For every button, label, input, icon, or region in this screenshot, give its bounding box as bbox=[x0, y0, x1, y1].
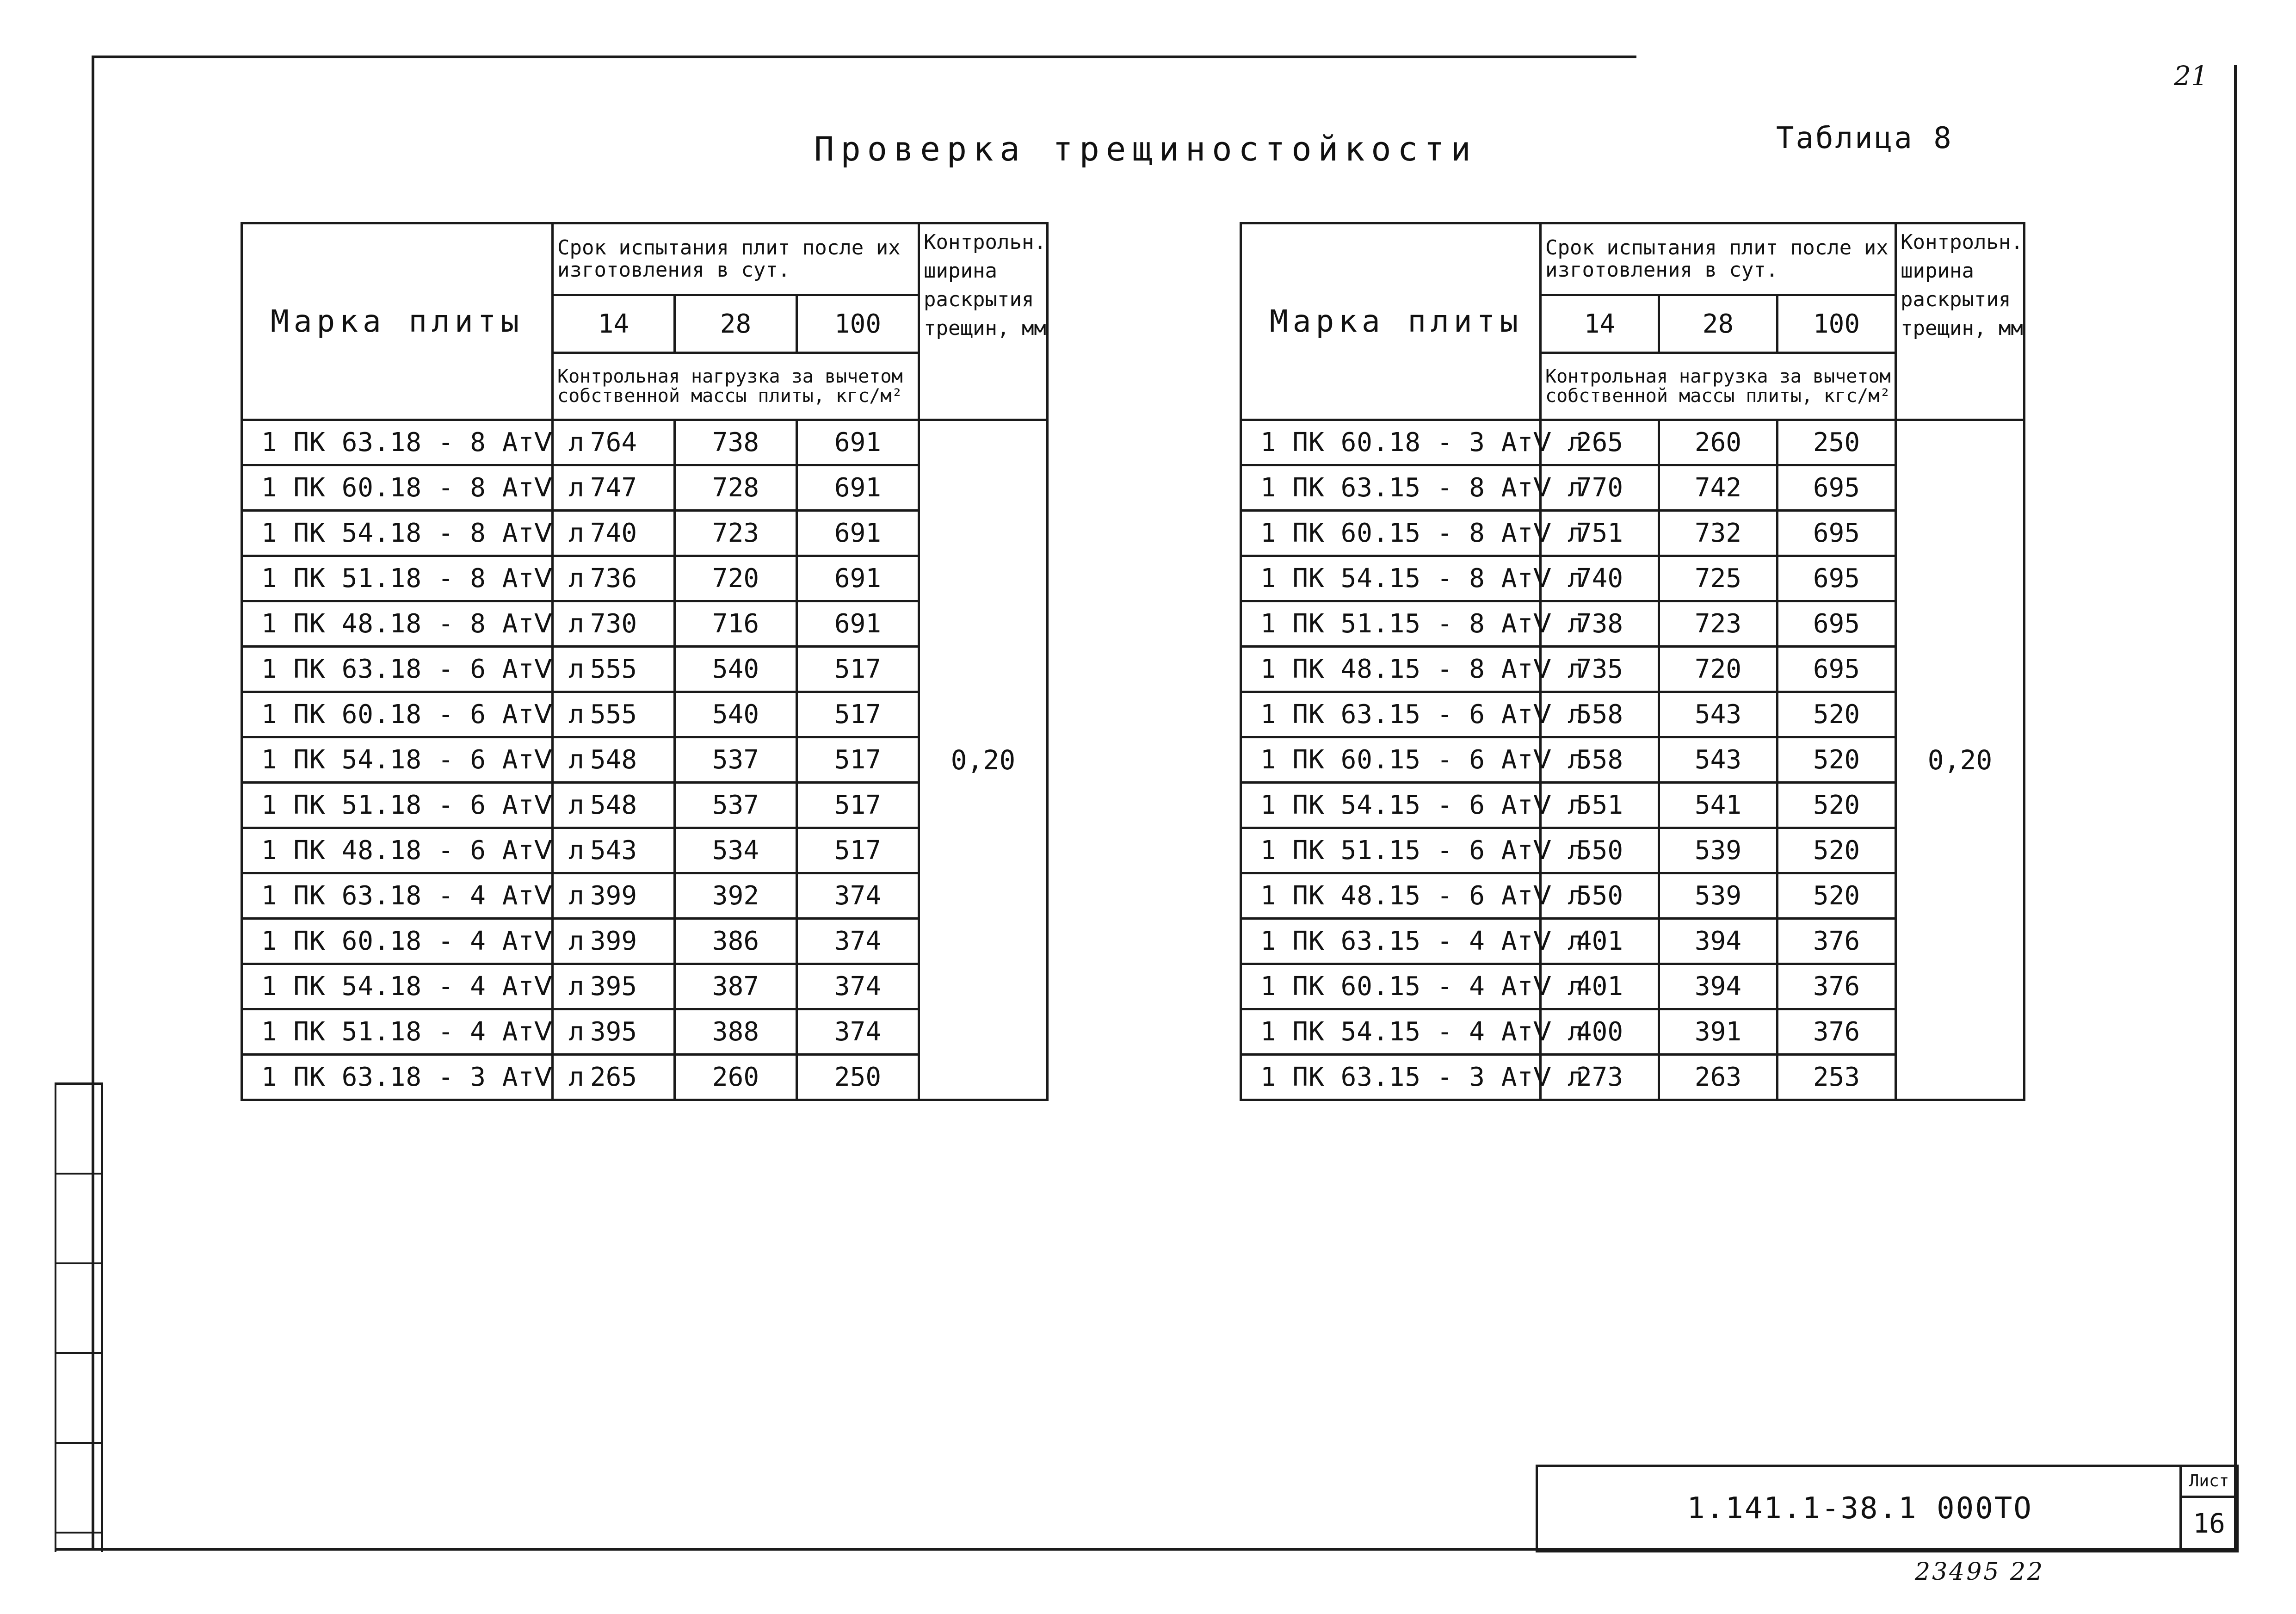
mark-cell: 1 ПК 60.15 - 8 АтⅤ л bbox=[1241, 511, 1541, 556]
value-14-cell: 399 bbox=[553, 873, 675, 919]
value-100-cell: 520 bbox=[1778, 737, 1896, 783]
value-14-cell: 400 bbox=[1541, 1009, 1659, 1055]
value-28-cell: 543 bbox=[1659, 737, 1778, 783]
mark-cell: 1 ПК 54.15 - 8 АтⅤ л bbox=[1241, 556, 1541, 601]
mark-cell: 1 ПК 54.15 - 6 АтⅤ л bbox=[1241, 783, 1541, 828]
value-28-cell: 541 bbox=[1659, 783, 1778, 828]
value-14-cell: 395 bbox=[553, 1009, 675, 1055]
value-14-cell: 401 bbox=[1541, 964, 1659, 1009]
value-100-cell: 691 bbox=[797, 420, 919, 465]
header-mark: Марка плиты bbox=[1241, 223, 1541, 420]
mark-cell: 1 ПК 63.18 - 6 АтⅤ л bbox=[242, 647, 553, 692]
value-100-cell: 517 bbox=[797, 737, 919, 783]
value-28-cell: 263 bbox=[1659, 1055, 1778, 1100]
page-corner-number: 21 bbox=[2174, 60, 2208, 92]
value-100-cell: 520 bbox=[1778, 783, 1896, 828]
value-14-cell: 551 bbox=[1541, 783, 1659, 828]
mark-cell: 1 ПК 54.15 - 4 АтⅤ л bbox=[1241, 1009, 1541, 1055]
value-100-cell: 517 bbox=[797, 647, 919, 692]
value-14-cell: 740 bbox=[553, 511, 675, 556]
header-day: 28 bbox=[675, 295, 797, 353]
header-day: 14 bbox=[1541, 295, 1659, 353]
value-100-cell: 253 bbox=[1778, 1055, 1896, 1100]
header-day: 14 bbox=[553, 295, 675, 353]
value-100-cell: 517 bbox=[797, 828, 919, 873]
value-28-cell: 537 bbox=[675, 783, 797, 828]
mark-cell: 1 ПК 51.18 - 6 АтⅤ л bbox=[242, 783, 553, 828]
mark-cell: 1 ПК 60.15 - 4 АтⅤ л bbox=[1241, 964, 1541, 1009]
value-100-cell: 376 bbox=[1778, 964, 1896, 1009]
value-28-cell: 543 bbox=[1659, 692, 1778, 737]
value-28-cell: 738 bbox=[675, 420, 797, 465]
value-14-cell: 740 bbox=[1541, 556, 1659, 601]
value-100-cell: 695 bbox=[1778, 556, 1896, 601]
value-14-cell: 273 bbox=[1541, 1055, 1659, 1100]
mark-cell: 1 ПК 63.18 - 4 АтⅤ л bbox=[242, 873, 553, 919]
mark-cell: 1 ПК 51.15 - 8 АтⅤ л bbox=[1241, 601, 1541, 647]
frame-right-line bbox=[2234, 65, 2237, 1550]
value-28-cell: 534 bbox=[675, 828, 797, 873]
mark-cell: 1 ПК 60.18 - 8 АтⅤ л bbox=[242, 465, 553, 511]
binding-cell bbox=[56, 1085, 101, 1175]
mark-cell: 1 ПК 48.15 - 6 АтⅤ л bbox=[1241, 873, 1541, 919]
mark-cell: 1 ПК 51.18 - 4 АтⅤ л bbox=[242, 1009, 553, 1055]
value-100-cell: 695 bbox=[1778, 647, 1896, 692]
binding-cell bbox=[56, 1264, 101, 1354]
value-100-cell: 695 bbox=[1778, 465, 1896, 511]
mark-cell: 1 ПК 60.15 - 6 АтⅤ л bbox=[1241, 737, 1541, 783]
sheet-box bbox=[2179, 1465, 2239, 1552]
value-100-cell: 374 bbox=[797, 964, 919, 1009]
header-day: 100 bbox=[1778, 295, 1896, 353]
value-100-cell: 517 bbox=[797, 783, 919, 828]
value-28-cell: 725 bbox=[1659, 556, 1778, 601]
header-test-period: Срок испытания плит после их изготовления в сут. bbox=[553, 223, 919, 295]
value-28-cell: 742 bbox=[1659, 465, 1778, 511]
binding-cell bbox=[56, 1354, 101, 1444]
control-width-value: 0,20 bbox=[1896, 420, 2024, 1100]
table-row bbox=[242, 420, 1048, 465]
value-14-cell: 738 bbox=[1541, 601, 1659, 647]
mark-cell: 1 ПК 63.15 - 6 АтⅤ л bbox=[1241, 692, 1541, 737]
value-28-cell: 391 bbox=[1659, 1009, 1778, 1055]
value-100-cell: 376 bbox=[1778, 1009, 1896, 1055]
value-14-cell: 751 bbox=[1541, 511, 1659, 556]
value-28-cell: 720 bbox=[1659, 647, 1778, 692]
value-28-cell: 732 bbox=[1659, 511, 1778, 556]
value-14-cell: 548 bbox=[553, 737, 675, 783]
value-28-cell: 388 bbox=[675, 1009, 797, 1055]
value-14-cell: 548 bbox=[553, 783, 675, 828]
mark-cell: 1 ПК 63.18 - 8 АтⅤ л bbox=[242, 420, 553, 465]
header-load: Контрольная нагрузка за вычетом собственной массы плиты, кгс/м² bbox=[1541, 353, 1896, 420]
value-28-cell: 728 bbox=[675, 465, 797, 511]
value-100-cell: 520 bbox=[1778, 828, 1896, 873]
value-100-cell: 374 bbox=[797, 873, 919, 919]
mark-cell: 1 ПК 63.15 - 3 АтⅤ л bbox=[1241, 1055, 1541, 1100]
value-28-cell: 386 bbox=[675, 919, 797, 964]
value-28-cell: 260 bbox=[1659, 420, 1778, 465]
value-14-cell: 730 bbox=[553, 601, 675, 647]
value-14-cell: 736 bbox=[553, 556, 675, 601]
value-14-cell: 747 bbox=[553, 465, 675, 511]
mark-cell: 1 ПК 63.18 - 3 АтⅤ л bbox=[242, 1055, 553, 1100]
sheet-number: 16 bbox=[2193, 1508, 2225, 1539]
value-28-cell: 387 bbox=[675, 964, 797, 1009]
value-28-cell: 537 bbox=[675, 737, 797, 783]
value-100-cell: 250 bbox=[797, 1055, 919, 1100]
value-100-cell: 520 bbox=[1778, 692, 1896, 737]
value-100-cell: 374 bbox=[797, 919, 919, 964]
value-14-cell: 401 bbox=[1541, 919, 1659, 964]
value-100-cell: 374 bbox=[797, 1009, 919, 1055]
value-100-cell: 691 bbox=[797, 511, 919, 556]
value-28-cell: 716 bbox=[675, 601, 797, 647]
mark-cell: 1 ПК 60.18 - 3 АтⅤ л bbox=[1241, 420, 1541, 465]
value-28-cell: 539 bbox=[1659, 828, 1778, 873]
value-28-cell: 539 bbox=[1659, 873, 1778, 919]
right-table bbox=[1240, 222, 2025, 1101]
value-28-cell: 540 bbox=[675, 647, 797, 692]
sheet-label: Лист bbox=[2182, 1467, 2236, 1498]
value-100-cell: 695 bbox=[1778, 601, 1896, 647]
value-100-cell: 376 bbox=[1778, 919, 1896, 964]
value-14-cell: 543 bbox=[553, 828, 675, 873]
page-title: Проверка трещиностойкости bbox=[814, 130, 1477, 168]
title-block-doc-code: 1.141.1-38.1 000ТО bbox=[1536, 1465, 2182, 1552]
value-14-cell: 399 bbox=[553, 919, 675, 964]
value-28-cell: 723 bbox=[675, 511, 797, 556]
header-load: Контрольная нагрузка за вычетом собственной массы плиты, кгс/м² bbox=[553, 353, 919, 420]
value-14-cell: 770 bbox=[1541, 465, 1659, 511]
value-100-cell: 691 bbox=[797, 601, 919, 647]
value-14-cell: 395 bbox=[553, 964, 675, 1009]
header-mark: Марка плиты bbox=[242, 223, 553, 420]
mark-cell: 1 ПК 51.18 - 8 АтⅤ л bbox=[242, 556, 553, 601]
value-28-cell: 720 bbox=[675, 556, 797, 601]
mark-cell: 1 ПК 54.18 - 4 АтⅤ л bbox=[242, 964, 553, 1009]
value-14-cell: 555 bbox=[553, 692, 675, 737]
value-28-cell: 260 bbox=[675, 1055, 797, 1100]
header-day: 100 bbox=[797, 295, 919, 353]
frame-top-line bbox=[92, 56, 1636, 58]
value-14-cell: 764 bbox=[553, 420, 675, 465]
value-14-cell: 558 bbox=[1541, 692, 1659, 737]
header-day: 28 bbox=[1659, 295, 1778, 353]
mark-cell: 1 ПК 60.18 - 4 АтⅤ л bbox=[242, 919, 553, 964]
value-100-cell: 250 bbox=[1778, 420, 1896, 465]
value-14-cell: 265 bbox=[1541, 420, 1659, 465]
mark-cell: 1 ПК 63.15 - 4 АтⅤ л bbox=[1241, 919, 1541, 964]
value-28-cell: 394 bbox=[1659, 919, 1778, 964]
value-100-cell: 520 bbox=[1778, 873, 1896, 919]
value-28-cell: 392 bbox=[675, 873, 797, 919]
mark-cell: 1 ПК 54.18 - 6 АтⅤ л bbox=[242, 737, 553, 783]
value-14-cell: 735 bbox=[1541, 647, 1659, 692]
value-14-cell: 550 bbox=[1541, 828, 1659, 873]
value-28-cell: 723 bbox=[1659, 601, 1778, 647]
mark-cell: 1 ПК 54.18 - 8 АтⅤ л bbox=[242, 511, 553, 556]
value-28-cell: 540 bbox=[675, 692, 797, 737]
value-28-cell: 394 bbox=[1659, 964, 1778, 1009]
value-14-cell: 265 bbox=[553, 1055, 675, 1100]
binding-cell bbox=[56, 1175, 101, 1264]
mark-cell: 1 ПК 48.18 - 8 АтⅤ л bbox=[242, 601, 553, 647]
value-14-cell: 555 bbox=[553, 647, 675, 692]
header-test-period: Срок испытания плит после их изготовления в сут. bbox=[1541, 223, 1896, 295]
table-label: Таблица 8 bbox=[1776, 121, 1953, 155]
value-14-cell: 558 bbox=[1541, 737, 1659, 783]
mark-cell: 1 ПК 51.15 - 6 АтⅤ л bbox=[1241, 828, 1541, 873]
value-100-cell: 691 bbox=[797, 556, 919, 601]
mark-cell: 1 ПК 60.18 - 6 АтⅤ л bbox=[242, 692, 553, 737]
left-table bbox=[241, 222, 1049, 1101]
value-14-cell: 550 bbox=[1541, 873, 1659, 919]
control-width-value: 0,20 bbox=[919, 420, 1048, 1100]
value-100-cell: 695 bbox=[1778, 511, 1896, 556]
value-100-cell: 691 bbox=[797, 465, 919, 511]
mark-cell: 1 ПК 48.18 - 6 АтⅤ л bbox=[242, 828, 553, 873]
archive-number: 23495 22 bbox=[1915, 1558, 2045, 1586]
header-control-width: Контрольн. ширина раскрытия трещин, мм bbox=[919, 223, 1048, 420]
mark-cell: 1 ПК 48.15 - 8 АтⅤ л bbox=[1241, 647, 1541, 692]
mark-cell: 1 ПК 63.15 - 8 АтⅤ л bbox=[1241, 465, 1541, 511]
table-row bbox=[1241, 420, 2024, 465]
binding-strip bbox=[55, 1082, 103, 1552]
value-100-cell: 517 bbox=[797, 692, 919, 737]
binding-cell bbox=[56, 1444, 101, 1534]
header-control-width: Контрольн. ширина раскрытия трещин, мм bbox=[1896, 223, 2024, 420]
